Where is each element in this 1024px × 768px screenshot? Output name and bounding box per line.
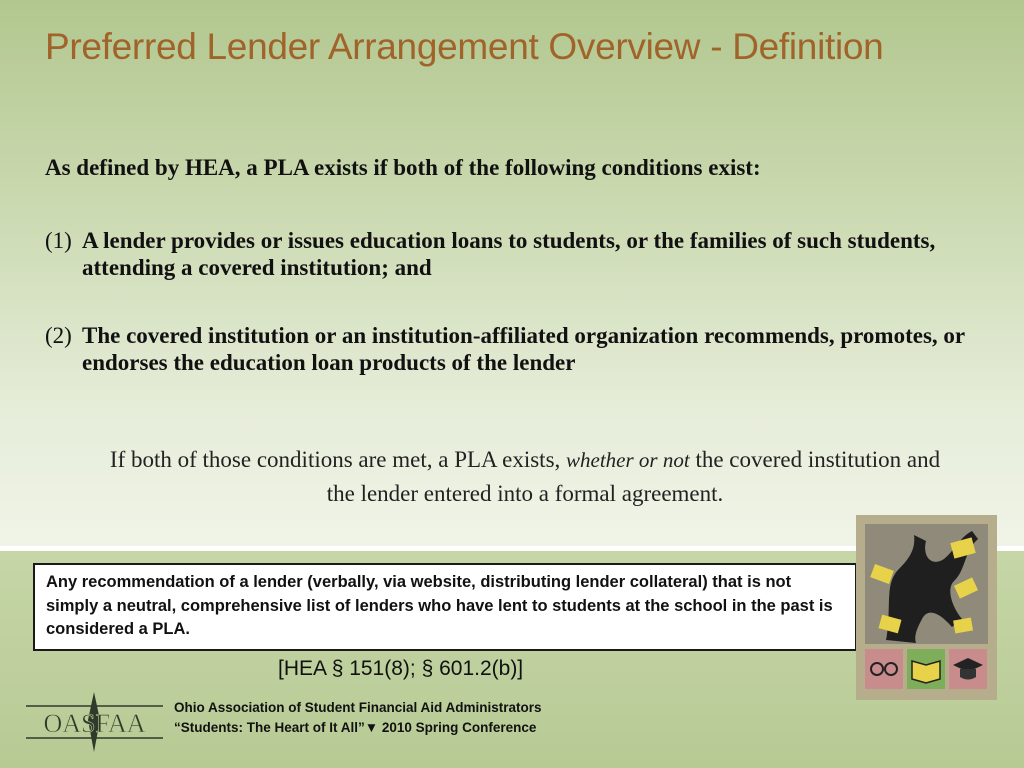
- footer-conference: “Students: The Heart of It All”▼ 2010 Spring Conference: [174, 720, 537, 735]
- condition-text: A lender provides or issues education loans to students, or the families of such students, attending a covered institution; and: [82, 228, 936, 280]
- footer-org-name: Ohio Association of Student Financial Aid Administrators: [174, 700, 542, 715]
- logo-text: OASFAA: [43, 709, 146, 738]
- note-after: the covered institution and the lender entered into a formal agreement.: [326, 447, 941, 506]
- callout-box: [33, 563, 857, 651]
- note-before: If both of those conditions are met, a PLA exists,: [109, 447, 561, 472]
- callout-text: Any recommendation of a lender (verbally, via website, distributing lender collateral) that is not simply a neutral, comprehensive list of lenders who have lent to students at the school in the past is considered a PLA.: [46, 573, 833, 638]
- oasfaa-logo: [22, 690, 167, 754]
- citation: [HEA § 151(8); § 601.2(b)]: [278, 657, 524, 680]
- condition-text: The covered institution or an institution-affiliated organization recommends, promotes, or endorses the education loan products of the lender: [82, 323, 965, 375]
- condition-2: [45, 322, 975, 376]
- pla-note: [100, 443, 950, 511]
- intro-text: As defined by HEA, a PLA exists if both of the following conditions exist:: [45, 155, 761, 180]
- graduation-cap-icon: [960, 669, 976, 680]
- books-tree-clipart: [856, 515, 997, 700]
- note-emphasis: whether or not: [566, 448, 690, 472]
- condition-number: (1): [45, 228, 72, 253]
- condition-1: [45, 227, 975, 281]
- condition-number: (2): [45, 323, 72, 348]
- slide-title: Preferred Lender Arrangement Overview - Definition: [45, 26, 884, 67]
- open-book-icon: [912, 661, 940, 683]
